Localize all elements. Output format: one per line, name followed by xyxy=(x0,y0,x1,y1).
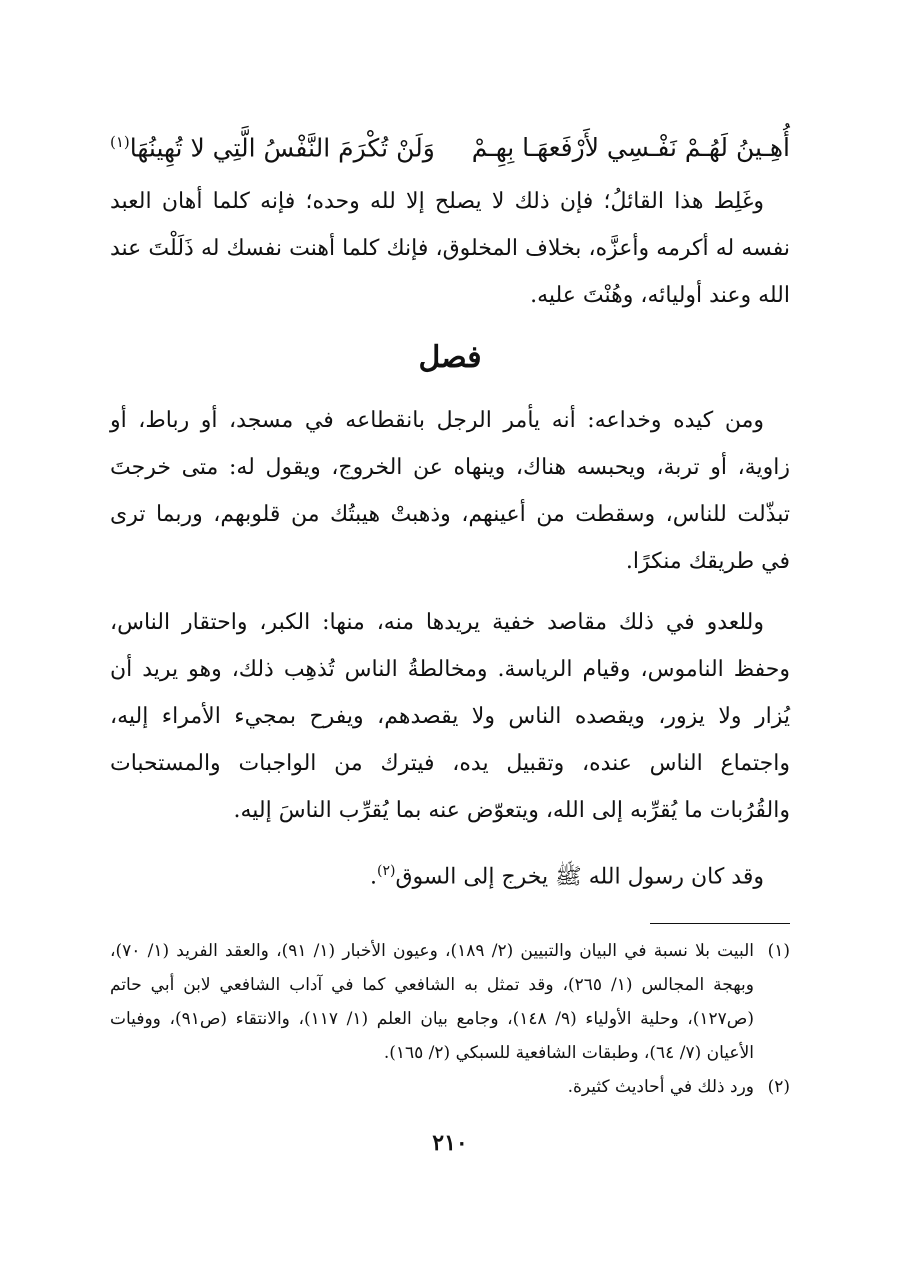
book-page xyxy=(110,120,790,1200)
footnote-ref-2[interactable]: (٢) xyxy=(376,863,396,880)
page-number: ٢١٠ xyxy=(432,1129,468,1156)
poetry-verse xyxy=(110,120,790,170)
footnote-number: (١) xyxy=(767,940,790,961)
footnote-text: البيت بلا نسبة في البيان والتبيين (٢/ ١٨٩)، وعيون الأخبار (١/ ٩١)، والعقد الفريد (١/ ٧٠)، وبهجة المجالس (١/ ٢٦٥)، وقد تمثل به الشافعي كما في آداب الشافعي لابن أبي حاتم (ص١٢٧)، وحلية الأولياء (٩/ ١٤٨)، وجامع بيان العلم (١/ ١١٧)، والانتقاء (ص٩١)، ووفيات الأعيان (٧/ ٦٤)، وطبقات الشافعية للسبكي (٢/ ١٦٥). xyxy=(110,940,754,1063)
verse-second-hemistich xyxy=(110,120,435,170)
footnote-ref-1[interactable]: (١) xyxy=(110,133,130,151)
footnote-divider xyxy=(650,923,790,924)
footnote-number: (٢) xyxy=(767,1076,790,1097)
paragraph-4-end: . xyxy=(369,864,377,890)
footnote-1 xyxy=(110,934,790,1070)
verse-first-hemistich: أُهِـينُ لَهُـمْ نَفْـسِي لأَرْفَعهَـا بِهِـمْ xyxy=(471,133,790,163)
paragraph-4 xyxy=(110,848,790,900)
paragraph-2: ومن كيده وخداعه: أنه يأمر الرجل بانقطاعه في مسجد، أو رباط، أو زاوية، أو تربة، ويحبسه هناك، وينهاه عن الخروج، ويقول له: متى خرجتَ تبذّلت للناس، وسقطت من أعينهم، وذهبتْ هيبتُك من قلوبهم، وربما ترى في طريقك منكرًا. xyxy=(110,408,790,575)
verse-second-hemistich-text: وَلَنْ تُكْرَمَ النَّفْسُ الَّتِي لا تُهِينُهَا xyxy=(129,133,435,163)
paragraph-4-text: وقد كان رسول الله ﷺ يخرج إلى السوق xyxy=(395,864,764,890)
paragraph-1: وغَلِط هذا القائلُ؛ فإن ذلك لا يصلح إلا لله وحده؛ فإنه كلما أهان العبد نفسه له أكرمه وأعزَّه، بخلاف المخلوق، فإنك كلما أهنت نفسك له ذَلَلْتَ عند الله وعند أوليائه، وهُنْتَ عليه. xyxy=(110,189,790,309)
footnote-2 xyxy=(110,1070,790,1104)
footnote-text: ورد ذلك في أحاديث كثيرة. xyxy=(567,1076,754,1097)
paragraph-3: وللعدو في ذلك مقاصد خفية يريدها منه، منها: الكبر، واحتقار الناس، وحفظ الناموس، وقيام الرياسة. ومخالطةُ الناس تُذهِب ذلك، وهو يريد أن يُزار ولا يزور، ويقصده الناس ولا يقصدهم، ويفرح بمجيء الأمراء إليه، واجتماع الناس عنده، وتقبيل يده، فيترك من الواجبات والمستحبات والقُرُبات ما يُقرِّبه إلى الله، ويتعوّض عنه بما يُقرِّب الناسَ إليه. xyxy=(110,610,790,824)
footnotes xyxy=(110,934,790,1104)
section-heading: فصل xyxy=(418,340,482,376)
